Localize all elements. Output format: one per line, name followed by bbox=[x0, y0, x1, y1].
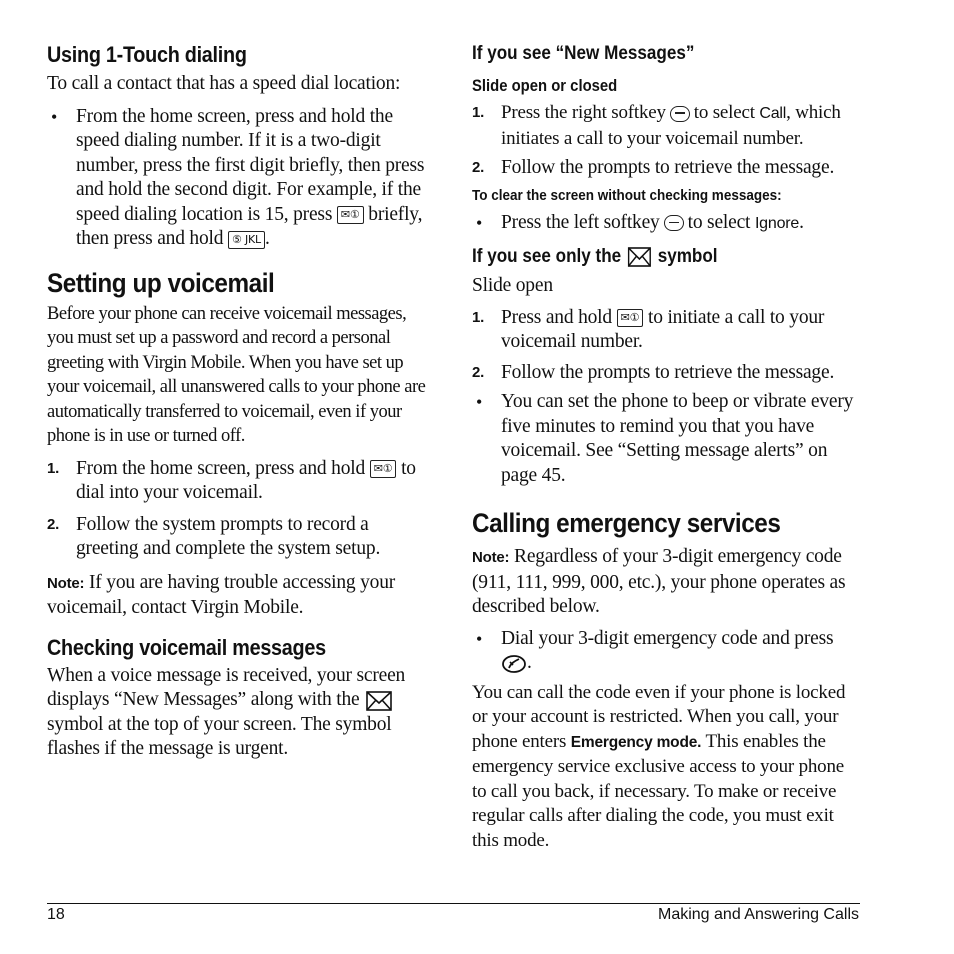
note-label: Note: bbox=[472, 549, 510, 567]
step-number: 2. bbox=[472, 363, 485, 381]
call-term: Call bbox=[759, 105, 787, 122]
nm-step-1-text-b: to select bbox=[693, 102, 755, 123]
voicemail-key-icon: ✉① bbox=[617, 309, 644, 327]
step-number: 1. bbox=[47, 459, 60, 477]
em-bullet-text-a: Dial your 3-digit emergency code and press bbox=[501, 627, 834, 649]
em-para-text-a: You can call the code even if your phone is locked or your account is restricted. When you call, your phone enters bbox=[472, 681, 846, 752]
setup-step-1 bbox=[47, 457, 435, 506]
slide-open-step-1 bbox=[472, 306, 862, 355]
checking-text-b: symbol at the top of your screen. The symbol flashes if the message is urgent. bbox=[47, 713, 392, 759]
page-number: 18 bbox=[47, 906, 65, 923]
five-key-icon: ⑤ JKL bbox=[228, 231, 265, 249]
new-messages-heading: If you see “New Messages” bbox=[472, 43, 695, 64]
setup-paragraph: Before your phone can receive voicemail messages, you must set up a password and record a personal greeting with Virgin Mobile. When you have set up your voicemail, all unanswered calls to your phone are automatically transferred to voicemail, even if your phone is in use or turned off. bbox=[47, 303, 426, 446]
slide-open-closed-heading: Slide open or closed bbox=[472, 77, 618, 95]
softkey-icon bbox=[664, 215, 684, 231]
ignore-term: Ignore bbox=[754, 214, 800, 232]
voicemail-key-icon: ✉① bbox=[337, 206, 364, 224]
so-bullet-text: You can set the phone to beep or vibrate every five minutes to remind you that you have voicemail. See “Setting message alerts” on page 45. bbox=[501, 391, 854, 486]
onetouch-intro: To call a contact that has a speed dial location: bbox=[47, 73, 401, 94]
clear-bullet-text-b: to select bbox=[687, 211, 751, 233]
emergency-note bbox=[472, 545, 862, 620]
note-text: If you are having trouble accessing your voicemail, contact Virgin Mobile. bbox=[47, 571, 396, 618]
setup-step-1-text-a: From the home screen, press and hold bbox=[76, 457, 366, 479]
only-symbol-heading bbox=[472, 246, 823, 268]
setup-step-1-text-b: to dial into your voicemail. bbox=[76, 457, 416, 503]
setup-step-2 bbox=[47, 513, 435, 562]
send-key-icon bbox=[501, 654, 527, 674]
em-bullet-text-b: . bbox=[527, 652, 532, 674]
emergency-paragraph bbox=[472, 681, 862, 854]
em-note-text: Regardless of your 3-digit emergency code (911, 111, 999, 000, etc.), your phone operates as described below. bbox=[472, 546, 846, 618]
setup-heading: Setting up voicemail bbox=[47, 267, 275, 298]
only-symbol-heading-a: If you see only the bbox=[472, 246, 622, 268]
section-title: Making and Answering Calls bbox=[658, 906, 859, 923]
slide-open-bullet: • You can set the phone to beep or vibrate every five minutes to remind you that you have voicemail. See “Setting message alerts” on page 45. bbox=[476, 391, 854, 486]
nm-step-1-text-c: , which initiates a call to your voicemail number. bbox=[501, 102, 841, 149]
em-para-text-b: This enables the emergency service exclusive access to your phone to call you back, if necessary. To make or receive regular calls after dialing the code, you must exit this mode. bbox=[472, 730, 845, 851]
note-label: Note: bbox=[47, 574, 85, 592]
so-step-1-text-b: to initiate a call to your voicemail number. bbox=[501, 306, 825, 353]
clear-bullet-text-c: . bbox=[799, 211, 804, 233]
onetouch-bullet-text-c: . bbox=[264, 228, 270, 249]
right-column bbox=[472, 38, 862, 853]
clear-screen-heading: To clear the screen without checking messages: bbox=[472, 186, 782, 204]
emergency-heading: Calling emergency services bbox=[472, 508, 781, 539]
softkey-icon bbox=[670, 106, 690, 122]
checking-text-a: When a voice message is received, your screen displays “New Messages” along with the bbox=[47, 664, 406, 710]
so-step-1-text-a: Press and hold bbox=[501, 306, 612, 328]
slide-open-step-2 bbox=[472, 361, 862, 386]
step-number: 1. bbox=[472, 308, 485, 326]
left-column bbox=[47, 38, 435, 762]
step-number: 2. bbox=[47, 515, 60, 533]
step-number: 2. bbox=[472, 159, 485, 176]
step-number: 1. bbox=[472, 104, 485, 121]
setup-note bbox=[47, 571, 435, 621]
only-symbol-heading-b: symbol bbox=[657, 246, 718, 268]
onetouch-heading: Using 1-Touch dialing bbox=[47, 42, 247, 67]
checking-heading: Checking voicemail messages bbox=[47, 634, 326, 660]
emergency-mode-term: Emergency mode. bbox=[570, 733, 702, 751]
new-messages-step-1 bbox=[472, 101, 862, 151]
new-messages-step-2 bbox=[472, 156, 862, 181]
onetouch-bullet-text-a: From the home screen, press and hold the speed dialing number. If it is a two-digit number, press the first digit briefly, then press and hold the second digit. For example, if the speed dialing location is 15, press bbox=[76, 105, 425, 225]
onetouch-bullet-text-b: briefly, then press and hold bbox=[76, 203, 423, 249]
voicemail-key-icon: ✉① bbox=[370, 460, 397, 478]
nm-step-2-text: Follow the prompts to retrieve the message. bbox=[501, 157, 835, 178]
envelope-icon bbox=[628, 246, 651, 268]
footer-rule bbox=[47, 903, 860, 904]
envelope-icon bbox=[366, 690, 392, 712]
clear-bullet-text-a: Press the left softkey bbox=[501, 211, 660, 233]
slide-open-label: Slide open bbox=[472, 275, 553, 297]
nm-step-1-text-a: Press the right softkey bbox=[501, 102, 666, 123]
emergency-bullet: • Dial your 3-digit emergency code and press . bbox=[476, 627, 834, 674]
so-step-2-text: Follow the prompts to retrieve the message. bbox=[501, 361, 835, 383]
onetouch-bullet: • From the home screen, press and hold the speed dialing number. If it is a two-digit number, press the first digit briefly, then press and hold the second digit. For example, if the speed dialing location is 15, press ✉① briefly, then press and hold ⑤ JKL . bbox=[51, 105, 425, 249]
clear-screen-bullet: • Press the left softkey to select Ignore. bbox=[476, 211, 804, 233]
checking-paragraph bbox=[47, 664, 435, 762]
setup-step-2-text: Follow the system prompts to record a greeting and complete the system setup. bbox=[76, 513, 381, 559]
